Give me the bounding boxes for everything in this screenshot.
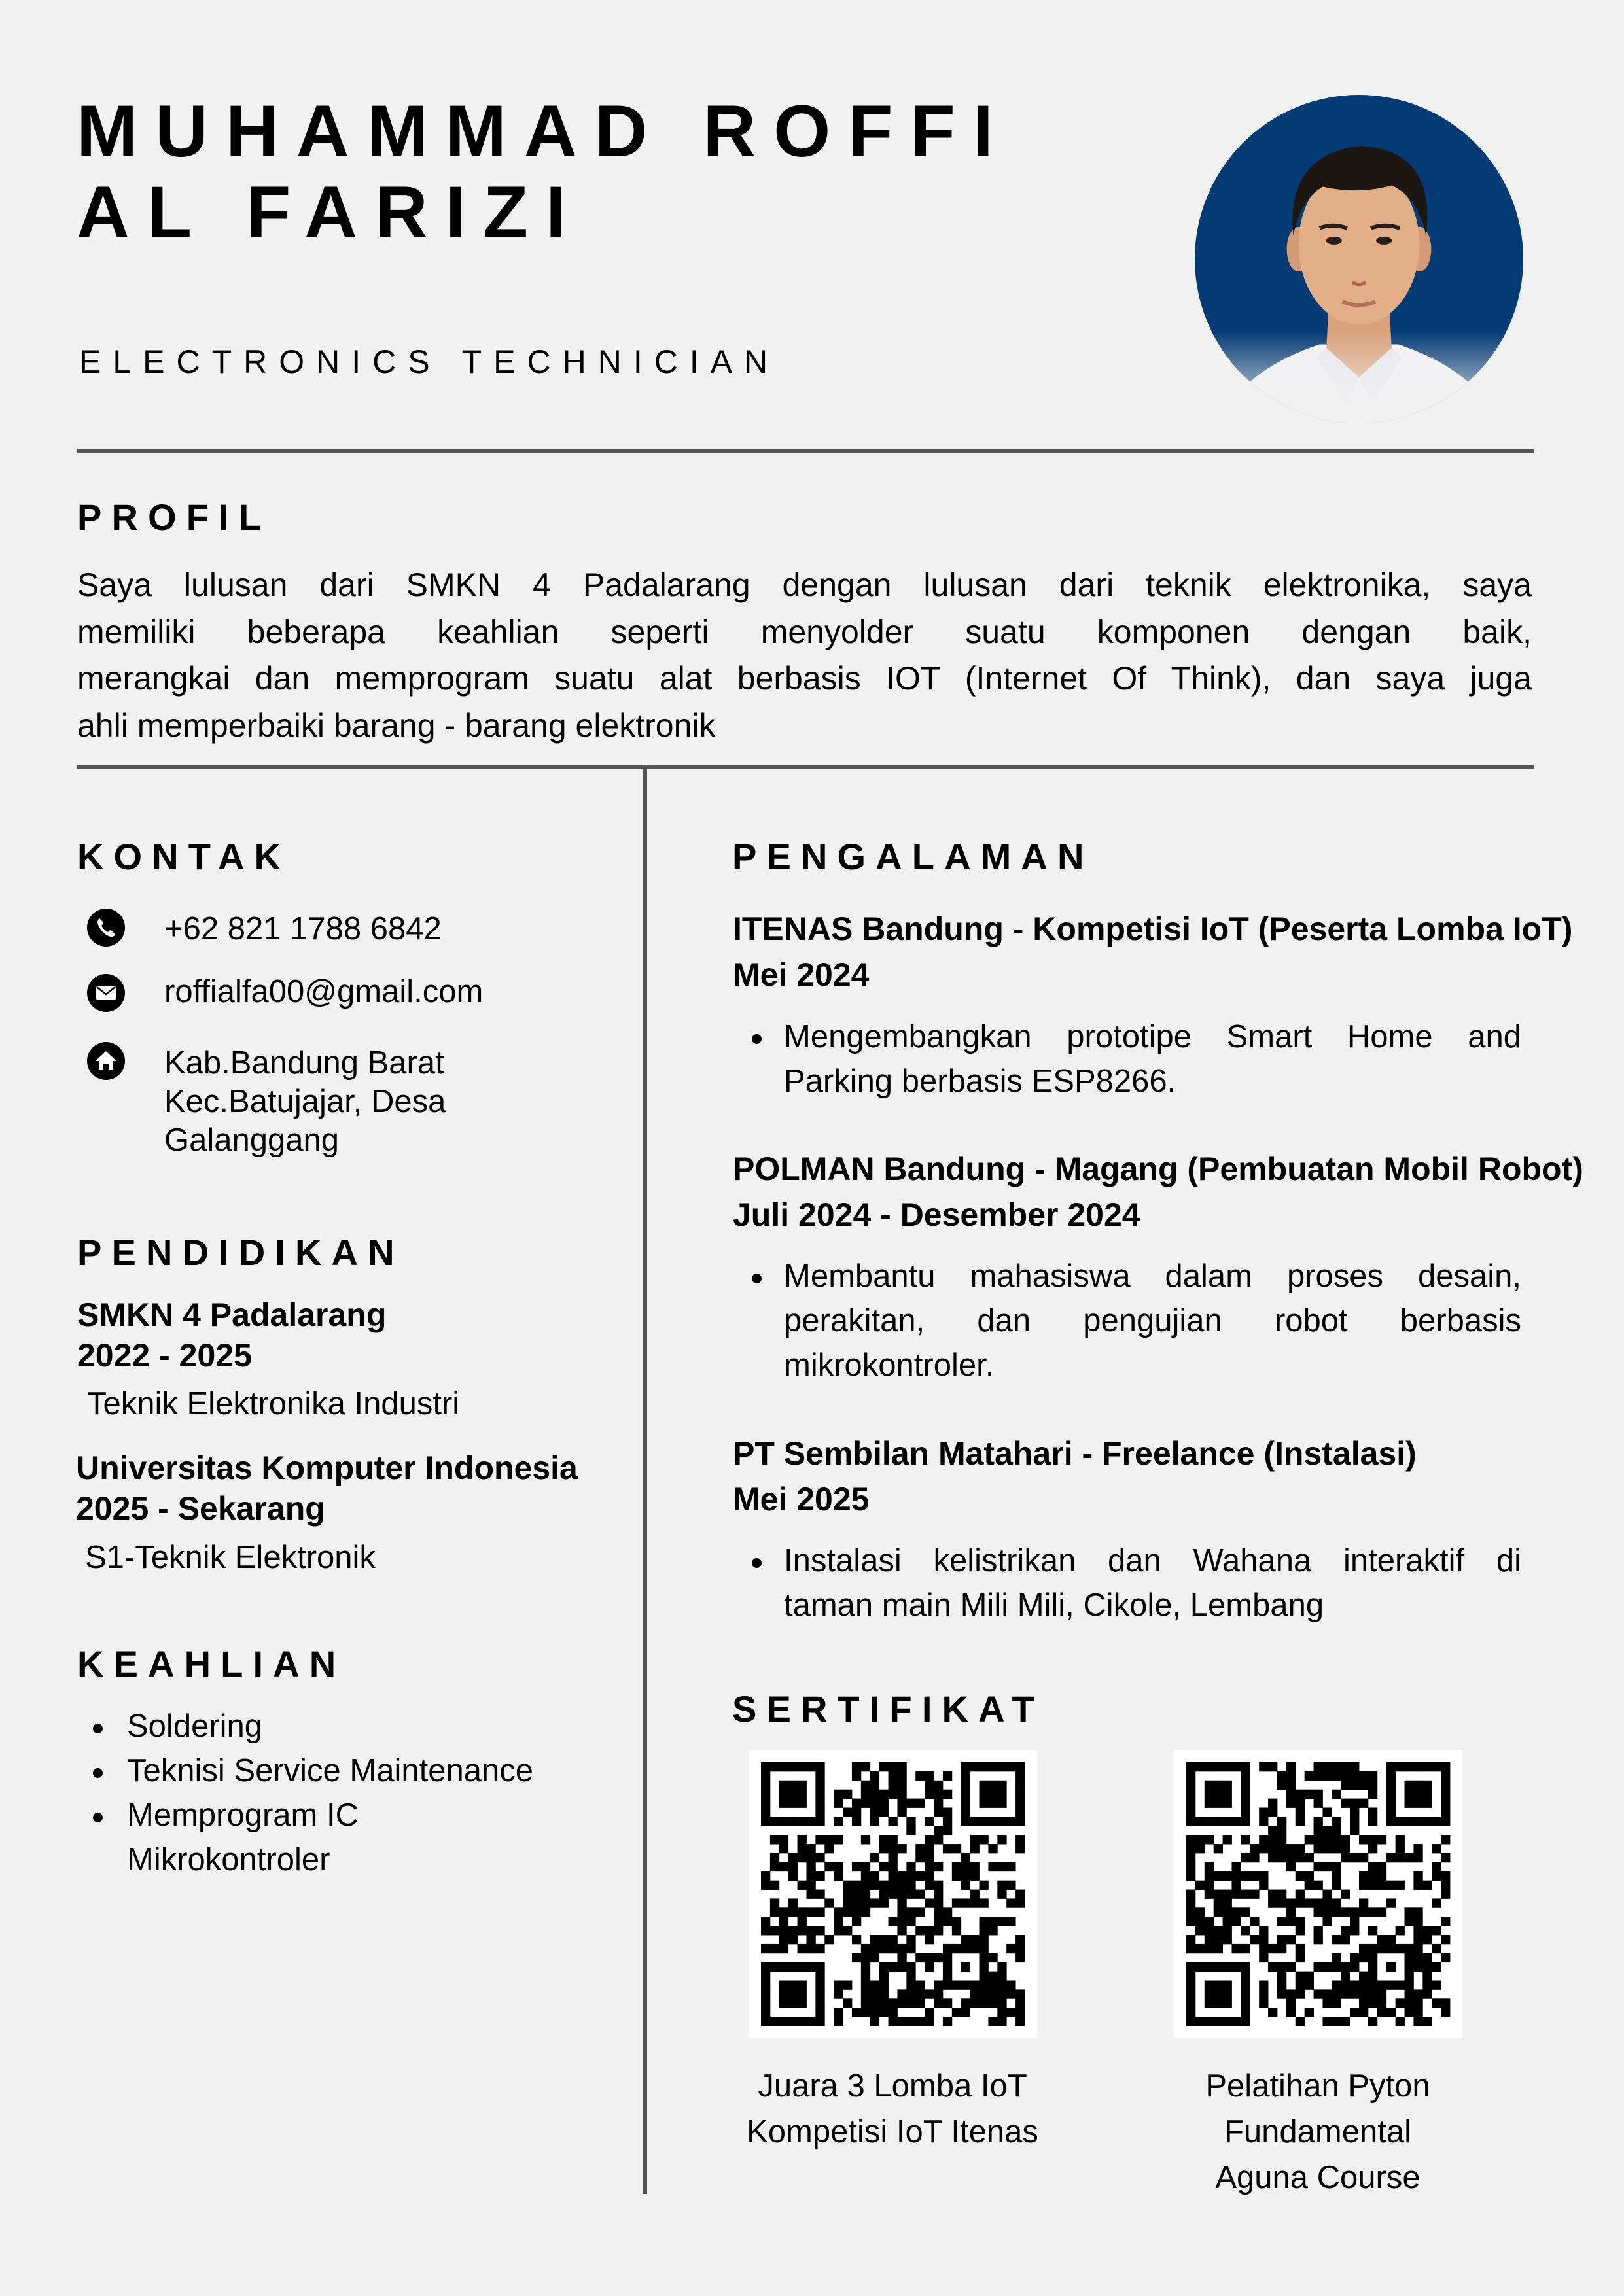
caption-line: Fundamental [1224, 2114, 1411, 2149]
candidate-name [77, 91, 1011, 253]
skills-list [127, 1704, 533, 1882]
experience-period: Juli 2024 - Desember 2024 [733, 1196, 1140, 1233]
experience-description [784, 1015, 1521, 1104]
profile-text [77, 562, 1532, 749]
experience-title: POLMAN Bandung - Magang (Pembuatan Mobil Robot) [733, 1151, 1583, 1187]
section-heading-certificates: SERTIFIKAT [732, 1688, 1044, 1730]
name-line: AL FARIZI [77, 171, 584, 253]
section-heading-contact: KONTAK [77, 836, 291, 877]
section-heading-skills: KEAHLIAN [77, 1643, 346, 1684]
job-title: ELECTRONICS TECHNICIAN [79, 343, 780, 380]
section-heading-education: PENDIDIKAN [77, 1232, 404, 1273]
skill-item: Teknisi Service Maintenance [127, 1753, 533, 1788]
profile-photo [1195, 95, 1523, 423]
experience-title: PT Sembilan Matahari - Freelance (Instalasi) [733, 1435, 1417, 1472]
bullet-icon [93, 1724, 103, 1733]
education-school: Universitas Komputer Indonesia [76, 1450, 578, 1486]
experience-description [784, 1539, 1521, 1627]
certificate-caption [1135, 2063, 1501, 2200]
description-line: perakitan, dan pengujian robot berbasis [784, 1303, 1521, 1338]
education-period: 2025 - Sekarang [76, 1490, 325, 1527]
envelope-icon [87, 974, 125, 1012]
qr-code-image[interactable] [749, 1750, 1037, 2038]
description-line: Instalasi kelistrikan dan Wahana interaktif di [784, 1543, 1521, 1578]
address-line: Galanggang [164, 1122, 340, 1158]
experience-title: ITENAS Bandung - Kompetisi IoT (Peserta Lomba IoT) [733, 911, 1573, 947]
experience-description [784, 1254, 1521, 1387]
bullet-icon [752, 1034, 762, 1044]
experience-item-header [733, 906, 1572, 998]
skill-item-continued: Mikrokontroler [127, 1842, 330, 1877]
caption-line: Pelatihan Pyton [1205, 2068, 1430, 2104]
phone-icon [87, 909, 125, 947]
certificate-caption [709, 2063, 1076, 2155]
address-line: Kec.Batujajar, Desa [164, 1084, 446, 1119]
contact-address [164, 1044, 446, 1160]
skill-item: Memprogram IC [127, 1798, 359, 1833]
contact-phone[interactable]: +62 821 1788 6842 [164, 911, 442, 947]
description-line: mikrokontroler. [784, 1348, 995, 1383]
profile-line: ahli memperbaiki barang - barang elektronik [77, 706, 716, 744]
divider [77, 449, 1534, 453]
name-line: MUHAMMAD ROFFI [77, 90, 1011, 172]
caption-line: Juara 3 Lomba IoT [758, 2068, 1027, 2104]
column-divider [643, 765, 647, 2194]
qr-code-image[interactable] [1174, 1750, 1462, 2038]
education-item [76, 1448, 578, 1529]
description-line: taman main Mili Mili, Cikole, Lembang [784, 1588, 1324, 1623]
education-school: SMKN 4 Padalarang [77, 1296, 387, 1333]
bullet-icon [752, 1274, 762, 1283]
section-heading-experience: PENGALAMAN [732, 836, 1094, 877]
experience-period: Mei 2024 [733, 956, 870, 993]
address-line: Kab.Bandung Barat [164, 1045, 444, 1081]
description-line: Parking berbasis ESP8266. [784, 1064, 1176, 1099]
description-line: Membantu mahasiswa dalam proses desain, [784, 1259, 1521, 1294]
bullet-icon [752, 1558, 762, 1568]
caption-line: Kompetisi IoT Itenas [747, 2114, 1038, 2149]
home-icon [87, 1042, 125, 1080]
bullet-icon [93, 1768, 103, 1778]
education-major: S1-Teknik Elektronik [85, 1540, 376, 1575]
profile-line: merangkai dan memprogram suatu alat berbasis IOT (Internet Of Think), dan saya juga [77, 660, 1532, 697]
experience-item-header [733, 1431, 1417, 1522]
bullet-icon [93, 1813, 103, 1822]
contact-email[interactable]: roffialfa00@gmail.com [164, 974, 484, 1009]
caption-line: Aguna Course [1215, 2160, 1421, 2195]
description-line: Mengembangkan prototipe Smart Home and [784, 1019, 1521, 1054]
experience-item-header [733, 1146, 1583, 1238]
education-major: Teknik Elektronika Industri [87, 1386, 460, 1421]
skill-item: Soldering [127, 1709, 263, 1744]
divider [77, 765, 1534, 769]
experience-period: Mei 2025 [733, 1481, 870, 1518]
education-item [77, 1295, 386, 1376]
profile-line: memiliki beberapa keahlian seperti menyolder suatu komponen dengan baik, [77, 613, 1532, 650]
section-heading-profile: PROFIL [77, 496, 272, 538]
education-period: 2022 - 2025 [77, 1337, 252, 1374]
profile-line: Saya lulusan dari SMKN 4 Padalarang dengan lulusan dari teknik elektronika, saya [77, 566, 1532, 603]
